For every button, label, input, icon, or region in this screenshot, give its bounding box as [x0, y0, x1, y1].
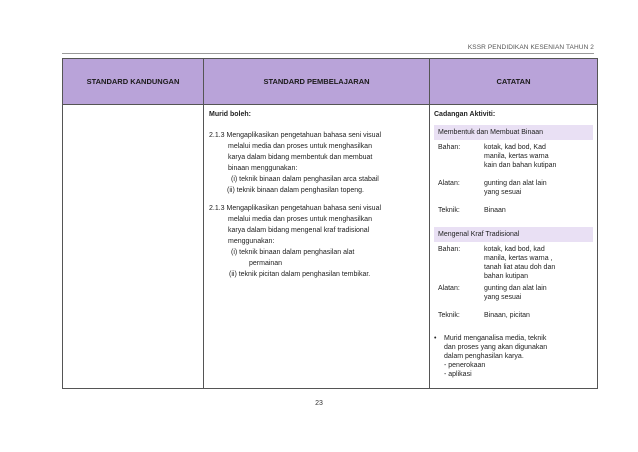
- item1-line: 2.1.3 Mengaplikasikan pengetahuan bahasa seni visual: [209, 132, 382, 139]
- item1-line: melalui media dan proses untuk menghasilkan: [228, 143, 372, 150]
- row-key: Alatan:: [438, 285, 460, 292]
- row-value: Binaan, picitan: [484, 312, 530, 319]
- value-line: tanah liat atau doh dan: [484, 264, 556, 271]
- header-rule: [62, 53, 594, 54]
- bullet-dot-icon: •: [434, 335, 437, 342]
- item2-line: menggunakan:: [228, 238, 275, 245]
- bullet-text: [444, 334, 547, 379]
- cell-catatan: [430, 105, 598, 389]
- value-line: gunting dan alat lain: [484, 285, 547, 292]
- item2-sub: (ii) teknik picitan dalam penghasilan tembikar.: [229, 271, 371, 278]
- box2-row-alatan: [438, 284, 593, 302]
- box1-row-bahan: [438, 143, 593, 170]
- col-standard-kandungan: STANDARD KANDUNGAN: [63, 59, 204, 105]
- page-header: KSSR PENDIDIKAN KESENIAN TAHUN 2: [467, 44, 594, 51]
- value-line: kotak, kad bod, Kad: [484, 144, 546, 151]
- value-line: manila, kertas warna: [484, 153, 549, 160]
- box2-row-bahan: [438, 245, 593, 281]
- col-catatan: CATATAN: [430, 59, 598, 105]
- cell-kandungan: [63, 105, 204, 389]
- value-line: bahan kutipan: [484, 273, 528, 280]
- box2-row-teknik: [438, 311, 593, 320]
- catatan-title: Cadangan Aktiviti:: [434, 111, 496, 118]
- box1-row-alatan: [438, 179, 593, 197]
- box2-heading: Mengenal Kraf Tradisional: [434, 227, 593, 242]
- item2-line: melalui media dan proses untuk menghasilkan: [228, 216, 372, 223]
- bullet-line: dan proses yang akan digunakan: [444, 344, 548, 351]
- item2-line: 2.1.3 Mengaplikasikan pengetahuan bahasa seni visual: [209, 205, 382, 212]
- item1-sub: (i) teknik binaan dalam penghasilan arca stabail: [231, 176, 379, 183]
- row-value: [484, 284, 593, 302]
- table-body-row: [63, 105, 598, 389]
- item2-sub: permainan: [249, 260, 283, 267]
- pembelajaran-item-1: [209, 130, 425, 196]
- pembelajaran-intro: Murid boleh:: [209, 111, 251, 118]
- bullet-line: - aplikasi: [444, 371, 472, 378]
- value-line: kotak, kad bod, kad: [484, 246, 545, 253]
- item2-line: karya dalam bidang mengenal kraf tradisional: [228, 227, 370, 234]
- bullet-line: - penerokaan: [444, 362, 486, 369]
- item2-sub: (i) teknik binaan dalam penghasilan alat: [231, 249, 355, 256]
- value-line: kain dan bahan kutipan: [484, 162, 557, 169]
- box1-row-teknik: [438, 206, 593, 215]
- row-key: Alatan:: [438, 180, 460, 187]
- cell-pembelajaran: [204, 105, 430, 389]
- row-value: [484, 179, 593, 197]
- item1-sub: (ii) teknik binaan dalam penghasilan topeng.: [227, 187, 364, 194]
- value-line: yang sesuai: [484, 294, 522, 301]
- row-key: Teknik:: [438, 207, 460, 214]
- activity-bullet: [434, 334, 593, 379]
- row-key: Bahan:: [438, 246, 461, 253]
- row-key: Bahan:: [438, 144, 461, 151]
- bullet-line: dalam penghasilan karya.: [444, 353, 524, 360]
- curriculum-table: [62, 58, 598, 389]
- item1-line: karya dalam bidang membentuk dan membuat: [228, 154, 373, 161]
- row-key: Teknik:: [438, 312, 460, 319]
- row-value: [484, 245, 593, 281]
- table-header-row: [63, 59, 598, 105]
- col-standard-pembelajaran: STANDARD PEMBELAJARAN: [204, 59, 430, 105]
- page-number: 23: [315, 400, 323, 407]
- row-value: Binaan: [484, 207, 506, 214]
- bullet-line: Murid menganalisa media, teknik: [444, 335, 547, 342]
- value-line: gunting dan alat lain: [484, 180, 547, 187]
- value-line: yang sesuai: [484, 189, 522, 196]
- row-value: [484, 143, 593, 170]
- box1-heading: Membentuk dan Membuat Binaan: [434, 125, 593, 140]
- value-line: manila, kertas warna ,: [484, 255, 553, 262]
- pembelajaran-item-2: [209, 203, 425, 280]
- item1-line: binaan menggunakan:: [228, 165, 298, 172]
